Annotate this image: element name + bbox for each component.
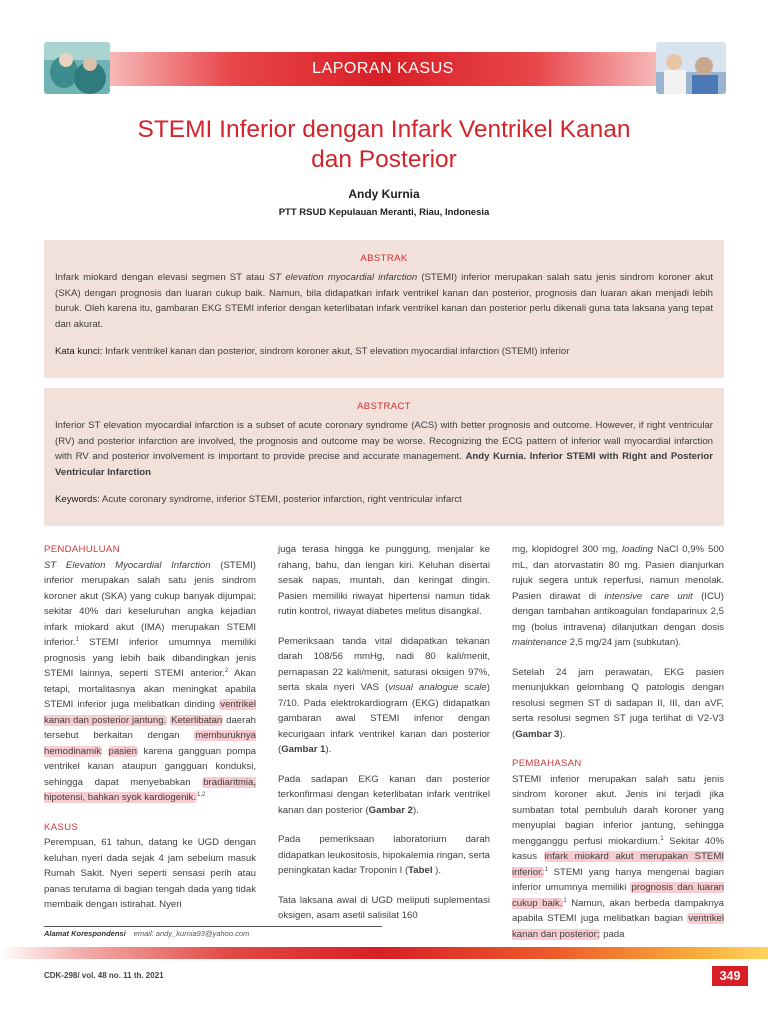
text-span: (STEMI) inferior merupakan salah satu jenis sindrom koroner akut (SKA) yang cukup banyak dijumpai; sekitar 40% dari keseluruhan angka kejadian infark miokard akut (IMA) merupakan STEMI inferior. [44,559,256,648]
section-heading-kasus: KASUS [44,821,79,833]
citation-ref: 1 [544,866,548,873]
paragraph-pendahuluan [44,558,256,806]
footer-color-bar-right [380,947,768,959]
text-span: (ICU) dengan tambahan antikoagulan fondaparinux 2,5 mg (bolus intravena) dilanjutkan dengan dosis [512,590,724,633]
text-span: NaCl 0,9% 500 mL, dan atorvastatin 80 mg. Pasien dianjurkan rujuk segera untuk reperfusi, namun menolak. Pasien dirawat di [512,544,724,602]
highlight: bradiaritmia, hipotensi, bahkan syok kardiogenik. [44,776,256,803]
body-column-3 [512,542,724,956]
text-span: daerah tersebut berkaitan dengan [44,714,256,741]
correspondence-label: Alamat Korespondensi [44,929,126,938]
keywords-text: Acute coronary syndrome, inferior STEMI, posterior infarction, right ventricular infarct [99,494,462,505]
text-span: pada [600,928,625,940]
abstrak-text-b: (STEMI) inferior merupakan salah satu jenis sindrom koroner akut (SKA) dengan prognosis dan luaran cukup baik. Namun, bila didapatkan infark ventrikel kanan dan posterior, prognosis dan luaran akan menjadi lebih buruk. Oleh karena itu, gambaran EKG STEMI inferior dengan keterlibatan infark ventrikel kanan dan posterior perlu dikenali guna tata laksana yang tepat dan akurat. [55,272,713,330]
text-span: Setelah 24 jam perawatan, EKG pasien menunjukkan gelombang Q patologis dengan resolusi segmen ST di sadapan II, III, dan aVF, serta resolusi segmen ST juga terlihat di V2-V3 ( [512,666,724,740]
text-span: Akan tetapi, mortalitasnya akan meningkat apabila STEMI inferior juga melibatkan dinding [44,668,256,710]
term: intensive care unit [604,590,693,602]
text-span [102,746,108,757]
abstract-citation: Andy Kurnia. Inferior STEMI with Right and Posterior Ventricular Infarction [55,451,714,478]
section-heading-pembahasan: PEMBAHASAN [512,758,582,769]
page-number: 349 [712,966,748,986]
highlight: infark miokard akut merupakan STEMI inferior. [512,851,724,878]
text-span: Sekitar 40% kasus [512,835,724,862]
text-span: karena gangguan pompa ventrikel kanan ataupun gangguan konduksi, sehingga dapat menyebabkan [44,745,256,788]
author-name: Andy Kurnia [348,187,420,201]
text-span: Pemeriksaan tanda vital didapatkan tekanan darah 108/56 mmHg, nadi 80 kali/menit, pernapasan 22 kali/menit, saturasi oksigen 97%, serta skala nyeri VAS ( [278,635,490,693]
abstrak-box [44,240,724,378]
highlight: pasien [108,745,137,757]
citation-ref: 1 [660,835,664,842]
figure-ref[interactable]: Gambar 2 [368,804,413,816]
abstract-box [44,388,724,526]
figure-ref[interactable]: Gambar 1 [281,744,326,755]
text-span: ). [412,804,419,816]
citation-ref: 1 [75,636,79,643]
abstract-keywords [55,492,713,508]
header-photo-left [44,42,110,94]
abstrak-term: ST elevation myocardial infarction [268,272,418,283]
paragraph: juga terasa hingga ke punggung, menjalar ke rahang, bahu, dan lengan kiri. Keluhan disertai sesak napas, muntah, dan keringat dingin. Pasien memiliki riwayat hipertensi namun tidak rutin kontrol, riwayat diabetes melitus disangkal. [278,544,490,617]
correspondence-email[interactable]: email: andy_kurnia93@yahoo.com [133,929,250,938]
section-label: LAPORAN KASUS [312,60,454,77]
abstrak-text-a: Infark miokard dengan elevasi segmen ST atau [55,272,269,283]
title-line-1: STEMI Inferior dengan Infark Ventrikel Kanan [137,116,631,143]
citation-ref: 1,2 [197,791,206,798]
author-affiliation: PTT RSUD Kepulauan Meranti, Riau, Indonesia [278,207,490,218]
highlight: ventrikel kanan dan posterior jantung. [44,699,256,726]
abstrak-heading: ABSTRAK [360,253,408,264]
body-column-1 [44,542,256,927]
text-span: STEMI inferior umumnya memiliki prognosis yang lebih baik dibandingkan jenis STEMI lainnya, seperti STEMI anterior. [44,637,256,679]
text-span: 2,5 mg/24 jam (subkutan). [566,637,682,648]
text-span: STEMI yang hanya mengenai bagian inferior umumnya memiliki [512,866,724,893]
abstrak-keywords [55,344,713,360]
abstrak-text [55,270,713,332]
abstract-text-body: Inferior ST elevation myocardial infarction is a subset of acute coronary syndrome (ACS) with better prognosis and outcome. However, if right ventricular (RV) and posterior infarction are involved, the prognosis and outcome may be worse. Recognizing the ECG pattern of inferior wall myocardial infarction with RV and posterior involvement is important to provide precise and accurate management. [55,420,713,462]
header-photo-right [656,42,726,94]
highlight: memburuknya hemodinamik [44,730,256,757]
text-span: Pada sadapan EKG kanan dan posterior terkonfirmasi dengan keterlibatan infark ventrikel kanan dan posterior ( [278,773,490,816]
highlight: Keterlibatan [171,714,223,726]
paragraph [278,634,490,758]
kata-kunci-text: Infark ventrikel kanan dan posterior, sindrom koroner akut, ST elevation myocardial infarction (STEMI) inferior [102,346,570,357]
paragraph [278,832,490,879]
term-stemi: ST Elevation Myocardial Infarction [44,559,211,571]
header-banner [110,52,656,86]
text-span: ). [325,744,332,755]
abstract-text [55,418,713,480]
abstract-heading: ABSTRACT [357,401,411,412]
text-span: ). [559,728,566,740]
text-span: STEMI inferior merupakan salah satu jenis sindrom koroner akut. Jenis ini terjadi jika sumbatan total pembuluh darah koroner yang menyuplai bagian inferior jantung, sehingga mengganggu perfusi miokardium. [512,773,724,847]
paragraph [512,542,724,651]
highlight: prognosis dan luaran cukup baik. [512,882,724,909]
text-span: mg, klopidogrel 300 mg, [512,544,623,555]
article-title [60,115,708,175]
paragraph [278,772,490,819]
correspondence-address [44,929,249,938]
term-vas: visual analogue scale [388,682,487,693]
highlight: ventrikel kanan dan posterior; [512,913,724,940]
figure-ref[interactable]: Gambar 3 [515,728,560,740]
text-span: Namun, akan berbeda dampaknya apabila STEMI juga melibatkan bagian [512,897,724,924]
journal-citation: CDK-298/ vol. 48 no. 11 th. 2021 [44,971,164,980]
text-span: ) 7/10. Pada elektrokardiogram (EKG) didapatkan gambaran awal STEMI inferior dengan kecurigaan infark ventrikel kanan dan posterior ( [278,682,490,755]
text-span: ). [432,865,442,876]
section-heading-pendahuluan: PENDAHULUAN [44,544,120,555]
keywords-label: Keywords: [55,494,100,505]
title-line-2: dan Posterior [311,146,457,173]
paragraph [512,665,724,743]
table-ref[interactable]: Tabel [408,865,433,876]
paragraph-pembahasan [512,772,724,943]
paragraph-kasus: Perempuan, 61 tahun, datang ke UGD dengan keluhan nyeri dada sejak 4 jam sebelum masuk Rumah Sakit. Nyeri seperti sensasi perih atau panas terutama di bagian tengah dada yang tidak membaik dengan istirahat. Nyeri [44,837,256,910]
kata-kunci-label: Kata kunci: [55,346,103,357]
citation-ref: 1 [563,897,567,904]
footer-color-bar-left [0,947,380,959]
text-span: Pada pemeriksaan laboratorium darah didapatkan leukositosis, hipokalemia ringan, serta peningkatan kadar Troponin I ( [278,834,490,876]
term: loading [622,544,654,555]
term: maintenance [512,637,567,648]
paragraph: Tata laksana awal di UGD meliputi suplementasi oksigen, asam asetil salisilat 160 [278,894,490,921]
body-column-2 [278,542,490,938]
citation-ref: 2 [224,667,229,674]
correspondence-divider [44,926,382,927]
